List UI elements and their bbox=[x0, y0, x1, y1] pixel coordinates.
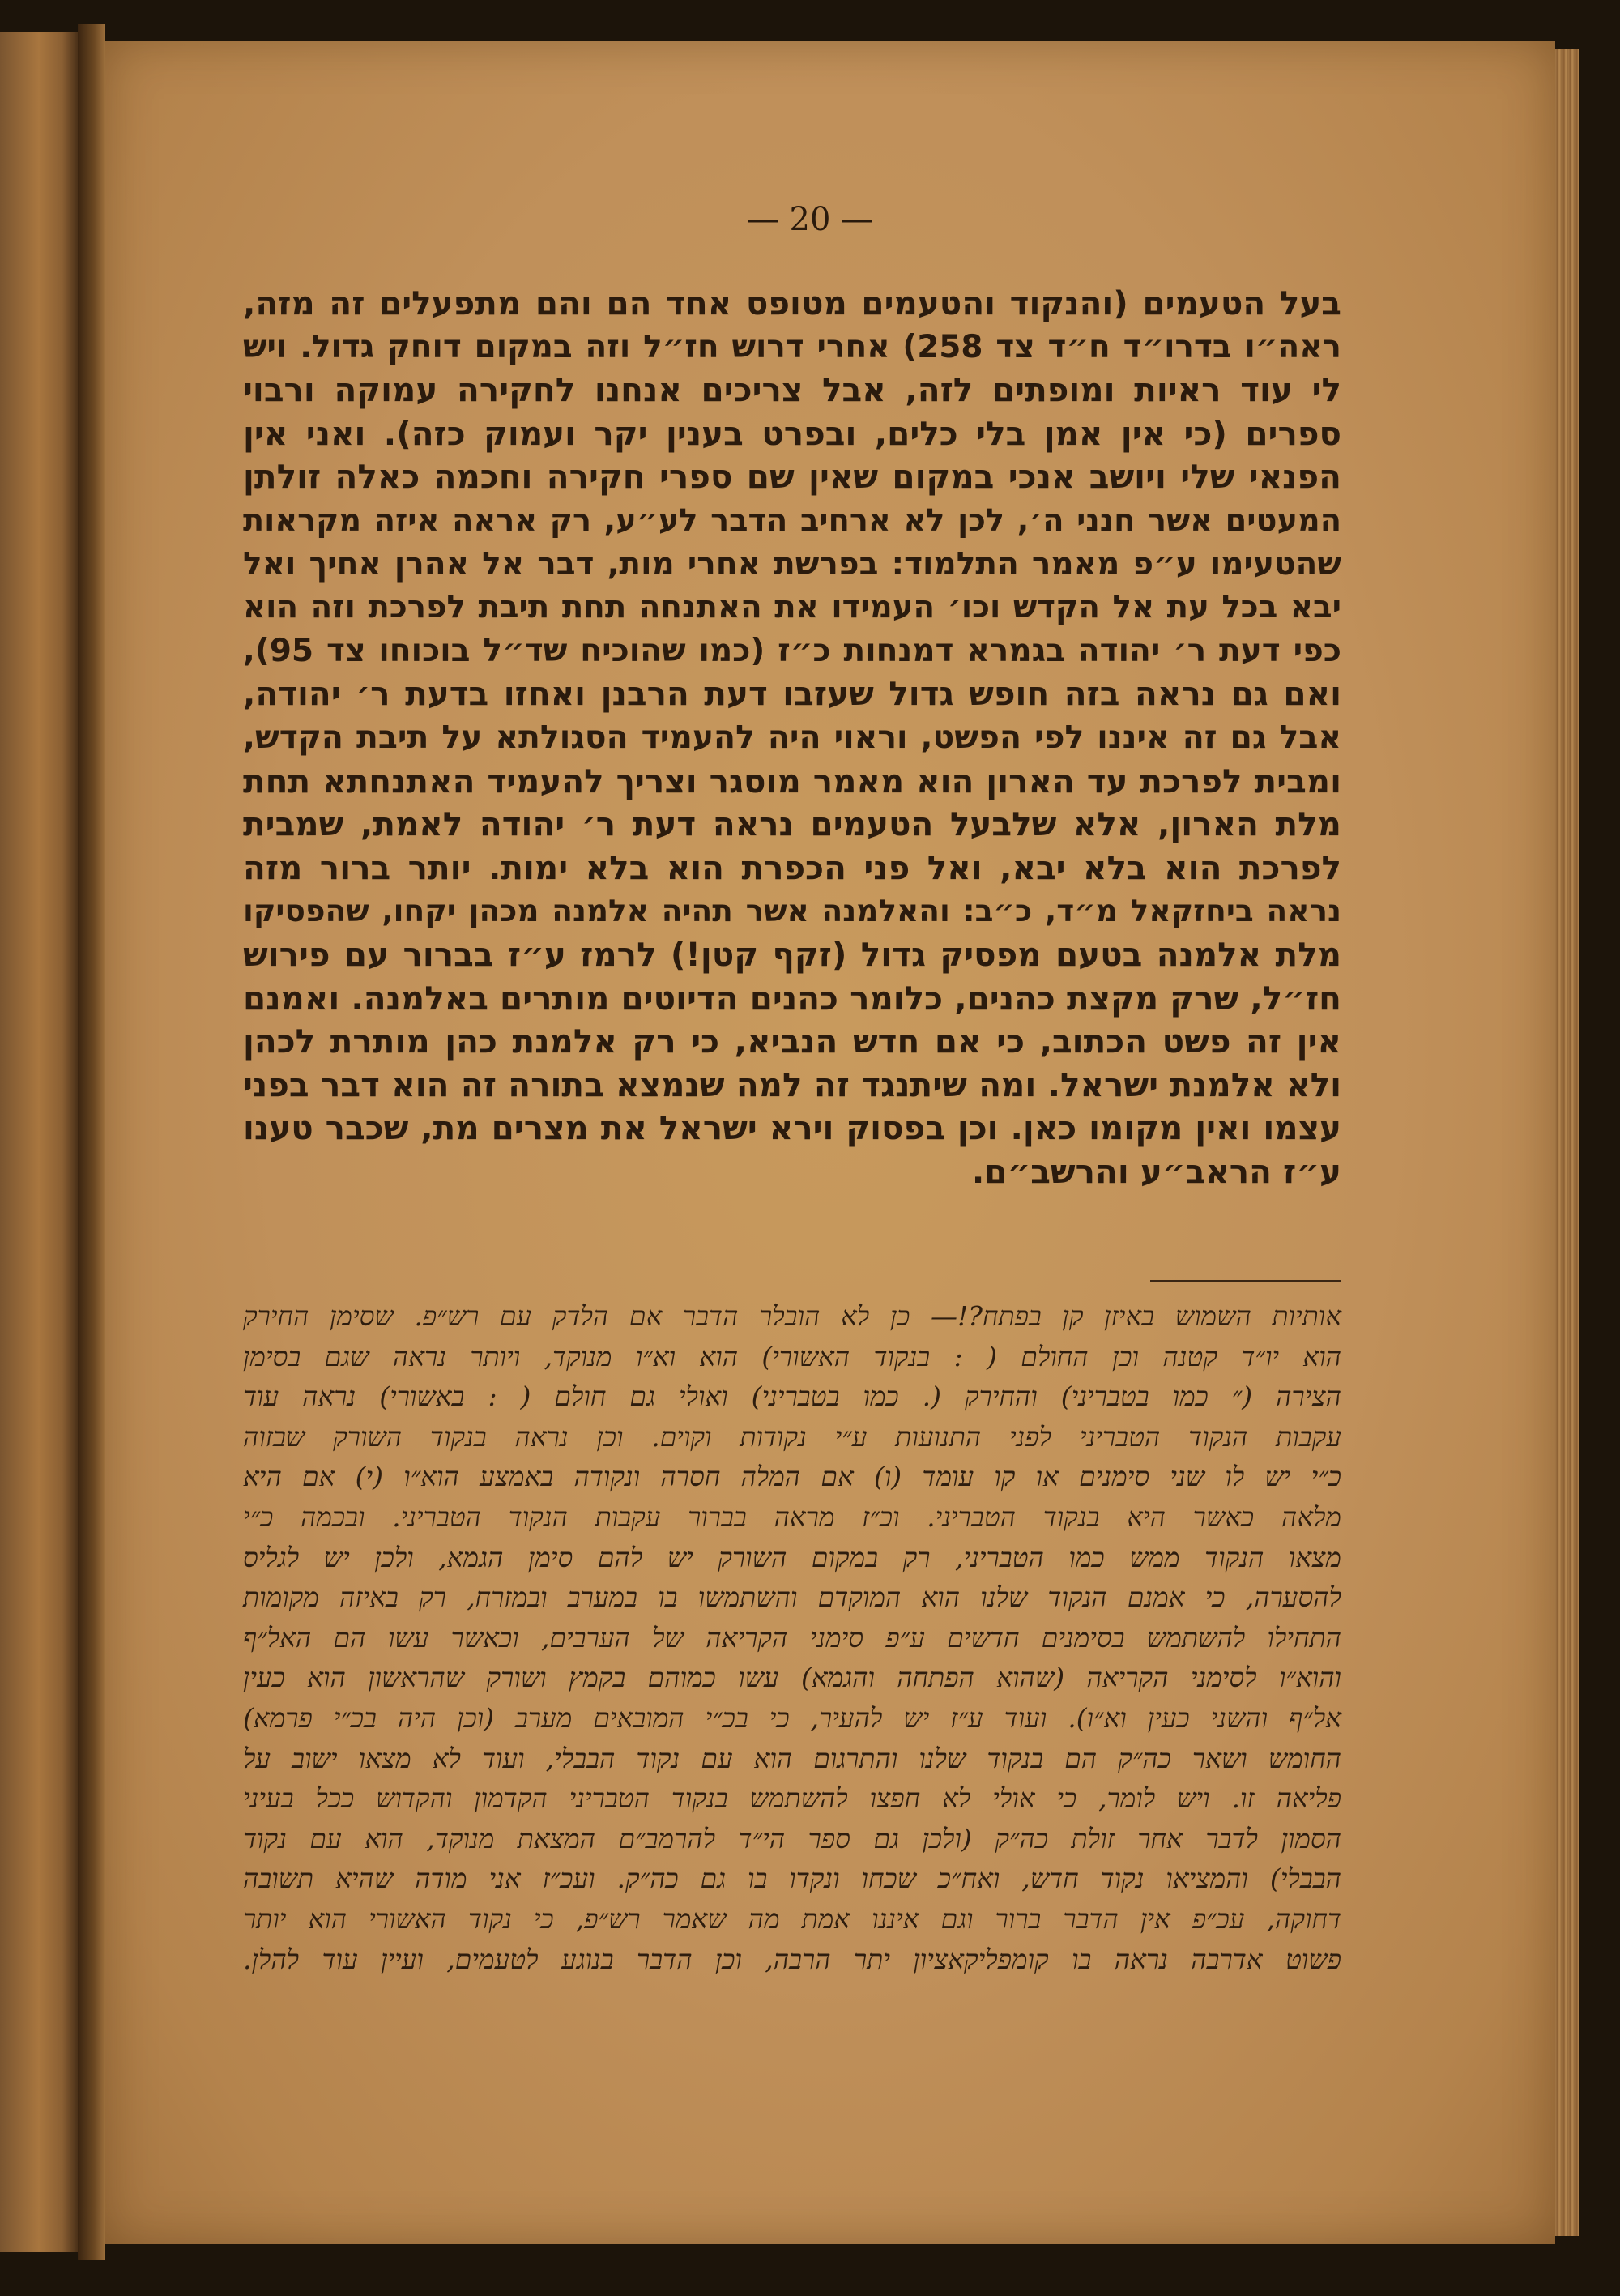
footnote-line: מלאה כאשר היא בנקוד הטבריני. וכ״ז מראה בברור עקבות הנקוד הטבריני. ובכמה כ״י bbox=[243, 1500, 1341, 1533]
main-text-line: נראה ביחזקאל מ״ד, כ״ב: והאלמנה אשר תהיה אלמנה מכהן יקחו, שהפסיקו bbox=[243, 893, 1341, 929]
main-text-line: יבא בכל עת אל הקדש וכו׳ העמידו את האתנחה תחת תיבת לפרכת וזה הוא bbox=[243, 589, 1341, 626]
footnote-line: אותיות השמוש באיזן קן בפתח?!— כן לא הובלר הדבר אם הלדק עם רש״פ. שסימן החירק bbox=[243, 1300, 1341, 1332]
footnote-line: כ״י יש לו שני סימנים או קו עומד (ו) אם המלה חסרה ונקודה באמצע הוא״ו (י) אם היא bbox=[243, 1461, 1341, 1493]
main-text-line: מלת אלמנה בטעם מפסיק גדול (זקף קטן!) לרמז ע״ז בברור עם פירוש bbox=[243, 934, 1341, 974]
footnote-line: הוא יו״ד קטנה וכן החולם ( : בנקוד האשורי) הוא וא״ו מנוקד, ויותר נראה שגם בסימן bbox=[243, 1340, 1341, 1372]
footnote-line: אל״ף והשני כעין וא״ו). ועוד ע״ז יש להעיר, כי בכ״י המובאים מערב (וכן היה בכ״י פרמא) bbox=[243, 1701, 1341, 1734]
footnote-line: הצירה (״ כמו בטבריני) והחירק (. כמו בטבריני) ואולי גם חולם ( : באשורי) נראה עוד bbox=[243, 1381, 1341, 1413]
footnote-line: מצאו הנקוד ממש כמו הטבריני, רק במקום השורק יש להם סימן הגמא, ולכן יש לגליס bbox=[243, 1541, 1341, 1573]
main-text-line: ולא אלמנת ישראל. ומה שיתנגד זה למה שנמצא בתורה זה הוא דבר בפני bbox=[243, 1065, 1341, 1104]
main-text-line: עצמו ואין מקומו כאן. וכן בפסוק וירא ישראל את מצרים מת, שכבר טענו bbox=[243, 1108, 1341, 1148]
main-text-line: ואם גם נראה בזה חופש גדול שעזבו דעת הרבנן ואחזו בדעת ר׳ יהודה, bbox=[243, 674, 1341, 714]
footnote-line: הסמון לדבר אחר זולת כה״ק (ולכן גם ספר הי״ד להרמב״ם המצאת מנוקד, הוא עם נקוד bbox=[243, 1822, 1341, 1854]
main-text-line: כפי דעת ר׳ יהודה בגמרא דמנחות כ״ז (כמו שהוכיח שד״ל בוכוחו צד 95), bbox=[243, 632, 1341, 669]
main-text-line: המעטים אשר חנני ה׳, לכן לא ארחיב הדבר לע״ע, רק אראה איזה מקראות bbox=[243, 501, 1341, 539]
footnote-line: להסערה, כי אמנם הנקוד שלנו הוא המוקדם והשתמשו בו במערב ובמזרח, רק באיזה מקומות bbox=[243, 1581, 1341, 1614]
page-number: — 20 — bbox=[746, 201, 874, 238]
main-text-line: לפרכת הוא בלא יבא, ואל פני הכפרת הוא בלא ימות. יותר ברור מזה bbox=[243, 847, 1341, 887]
footnote-line: פליאה זו. ויש לומר, כי אולי לא חפצו להשתמש בנקוד הטבריני הקדמון והקדוש ככל בעיני bbox=[243, 1782, 1341, 1815]
footnote-line: פשוט אדרבה נראה בו קומפליקאציון יתר הרבה, וכן הדבר בנוגע לטעמים, ועיין עוד להלן. bbox=[243, 1943, 1341, 1975]
main-text-line: שהטעימו ע״פ מאמר התלמוד: בפרשת אחרי מות, דבר אל אהרן אחיך ואל bbox=[243, 545, 1341, 583]
main-text-line: ראה״ו בדרו״ד ח״ד צד 258) אחרי דרוש חז״ל וזה במקום דוחק גדול. ויש bbox=[243, 328, 1341, 365]
footnote-line: החומש ושאר כה״ק הם בנקוד שלנו והתרגום הוא עם נקוד הבבלי, ועוד לא מצאו ישוב על bbox=[243, 1742, 1341, 1774]
main-text-line: לי עוד ראיות ומופתים לזה, אבל צריכים אנחנו לחקירה עמוקה ורבוי bbox=[243, 370, 1341, 410]
footnote-line: התחילו להשתמש בסימנים חדשים ע״פ סימני הקריאה של הערבים, וכאשר עשו הם האל״ף bbox=[243, 1621, 1341, 1654]
footnote-line: עקבות הנקוד הטבריני לפני התנועות ע״י נקודות וקוים. וכן נראה בנקוד השורק שבזוה bbox=[243, 1420, 1341, 1453]
main-text-body bbox=[243, 282, 1341, 1193]
main-text-line: חז״ל, שרק מקצת כהנים, כלומר כהנים הדיוטים מותרים באלמנה. ואמנם bbox=[243, 978, 1341, 1018]
main-text-line: אבל גם זה איננו לפי הפשט, וראוי היה להעמיד הסגולתא על תיבת הקדש, bbox=[243, 718, 1341, 756]
main-text-line: ומבית לפרכת עד הארון הוא מאמר מוסגר וצריך להעמיד האתנחתא תחת bbox=[243, 761, 1341, 800]
main-text-line: הפנאי שלי ויושב אנכי במקום שאין שם ספרי חקירה וחכמה כאלה זולתן bbox=[243, 457, 1341, 497]
main-text-line: בעל הטעמים (והנקוד והטעמים מטופס אחד הם והם מתפעלים זה מזה, bbox=[243, 284, 1341, 322]
page-edges bbox=[1555, 49, 1580, 2236]
footnote-line: דחוקה, עכ״פ אין הדבר ברור וגם איננו אמת מה שאמר רש״פ, כי נקוד האשורי הוא יותר bbox=[243, 1902, 1341, 1935]
footnote-divider bbox=[1150, 1280, 1341, 1282]
left-page-edge bbox=[0, 32, 78, 2252]
main-text-line: ספרים (כי אין אמן בלי כלים, ובפרט בענין יקר ועמוק כזה). ואני אין bbox=[243, 413, 1341, 453]
book-gutter bbox=[78, 24, 105, 2260]
footnote-line: הבבלי) והמציאו נקוד חדש, ואח״כ שכחו ונקדו בו גם כה״ק. ועכ״ז אני מודה שהיא תשובה bbox=[243, 1863, 1341, 1895]
main-text-line: אין זה פשט הכתוב, כי אם חדש הנביא, כי רק אלמנת כהן מותרת לכהן bbox=[243, 1022, 1341, 1061]
main-text-line: ע״ז הראב״ע והרשב״ם. bbox=[971, 1151, 1341, 1191]
main-text-line: מלת הארון, אלא שלבעל הטעמים נראה דעת ר׳ יהודה לאמת, שמבית bbox=[243, 804, 1341, 844]
footnote-line: והוא״ו לסימני הקריאה (שהוא הפתחה והגמא) עשו כמוהם בקמץ ושורק שהראשון הוא כעין bbox=[243, 1662, 1341, 1694]
footnote-body bbox=[243, 1296, 1341, 1979]
